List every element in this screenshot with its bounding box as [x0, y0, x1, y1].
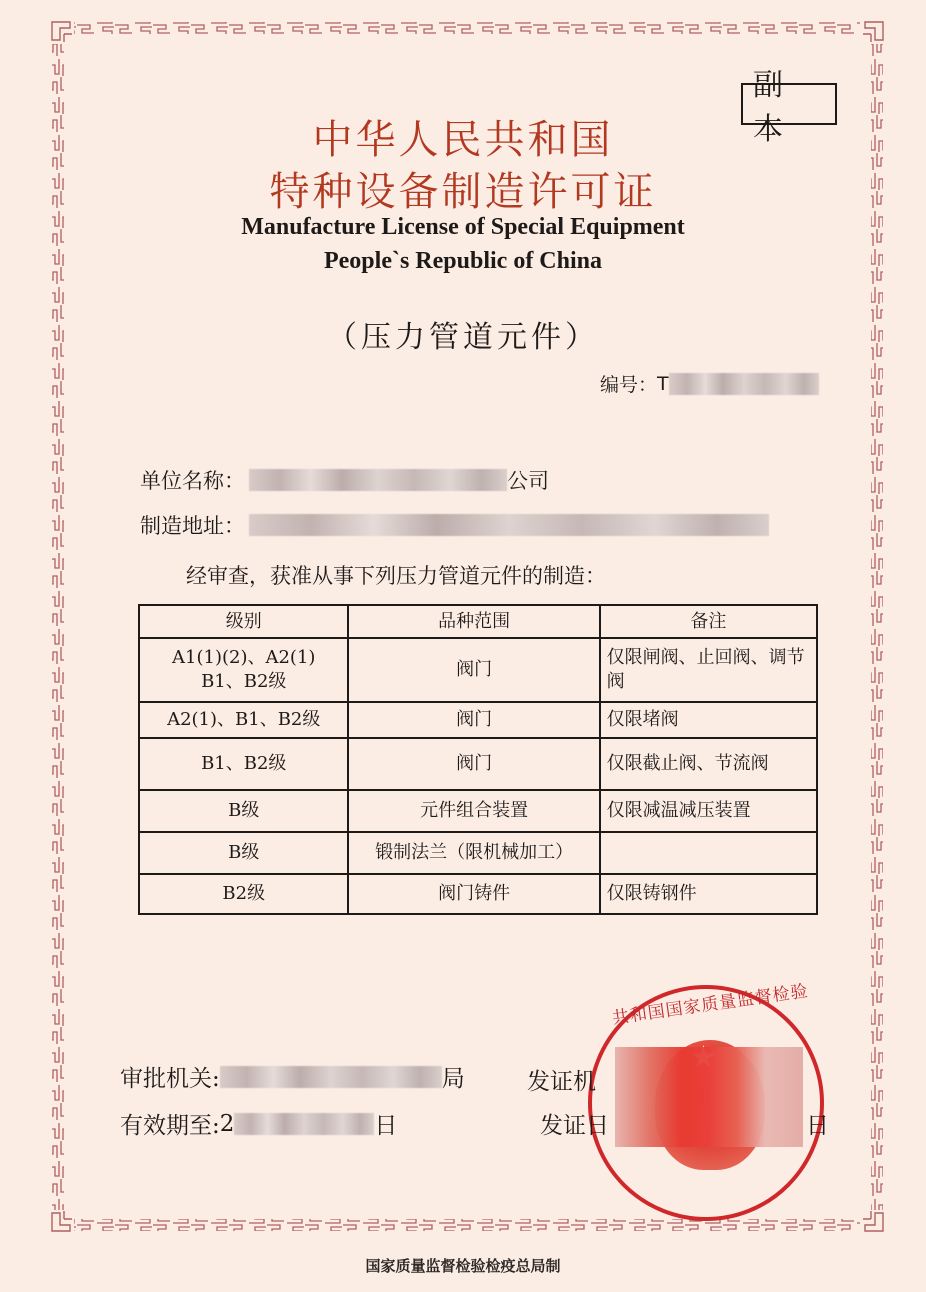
scope-cell: 阀门 [348, 738, 599, 790]
valid-until-field [120, 1107, 397, 1140]
level-cell: B2级 [139, 874, 348, 914]
level-cell: A2(1)、B1、B2级 [139, 702, 348, 738]
note-cell: 仅限铸钢件 [600, 874, 817, 914]
category-subtitle: （压力管道元件） [327, 320, 599, 355]
table-row [139, 638, 817, 702]
issuing-authority-field [527, 1063, 596, 1096]
scope-cell: 元件组合装置 [348, 790, 599, 832]
title-en-license: Manufacture License of Special Equipment [241, 214, 685, 240]
header-note: 备注 [600, 605, 817, 638]
issue-date-suffix-wrap [806, 1107, 829, 1140]
unit-name-suffix: 公司 [507, 469, 549, 493]
scope-cell: 阀门铸件 [348, 874, 599, 914]
table-row [139, 874, 817, 914]
address-label: 制造地址： [140, 514, 245, 538]
unit-name-field [140, 465, 549, 495]
serial-redacted [669, 373, 819, 395]
issuer-footer: 国家质量监督检验检疫总局制 [365, 1257, 561, 1275]
unit-name-redacted [249, 469, 507, 491]
issuing-authority-label: 发证机 [527, 1069, 596, 1095]
issue-date-label: 发证日 [540, 1113, 609, 1139]
serial-label: 编号： [600, 374, 658, 396]
title-cn-license: 特种设备制造许可证 [269, 169, 657, 215]
unit-name-label: 单位名称： [140, 469, 245, 493]
note-cell: 仅限闸阀、止回阀、调节阀 [600, 638, 817, 702]
serial-number [600, 370, 819, 397]
table-row [139, 738, 817, 790]
note-cell: 仅限截止阀、节流阀 [600, 738, 817, 790]
approval-statement: 经审查，获准从事下列压力管道元件的制造： [186, 564, 606, 588]
serial-prefix: T [657, 372, 669, 395]
address-field [140, 510, 769, 540]
seal-redacted [615, 1047, 803, 1147]
approval-authority-redacted [220, 1066, 442, 1088]
header-scope: 品种范围 [348, 605, 599, 638]
scope-cell: 锻制法兰（限机械加工） [348, 832, 599, 874]
table-header-row [139, 605, 817, 638]
table-row [139, 832, 817, 874]
level-line: A1(1)(2)、A2(1) [172, 647, 316, 668]
license-scope-table [138, 604, 818, 915]
header-level: 级别 [139, 605, 348, 638]
level-cell: B1、B2级 [139, 738, 348, 790]
valid-until-label: 有效期至: [120, 1113, 220, 1139]
seal-text: 共和国国家质量监督检验 [610, 981, 810, 1029]
level-cell: B级 [139, 832, 348, 874]
level-cell: B级 [139, 790, 348, 832]
approval-authority-field [120, 1060, 465, 1093]
copy-badge: 副 本 [741, 83, 837, 125]
address-redacted [249, 514, 769, 536]
approval-authority-suffix: 局 [441, 1066, 465, 1092]
approval-authority-label: 审批机关: [120, 1066, 220, 1092]
valid-until-prefix: 2 [219, 1110, 235, 1137]
title-cn-country: 中华人民共和国 [312, 117, 614, 163]
title-en-country: People`s Republic of China [323, 248, 602, 274]
level-cell [139, 638, 348, 702]
valid-until-redacted [234, 1113, 374, 1135]
table-row [139, 790, 817, 832]
scope-cell: 阀门 [348, 702, 599, 738]
scope-cell: 阀门 [348, 638, 599, 702]
note-cell [600, 832, 817, 874]
issue-date-suffix: 日 [806, 1113, 829, 1139]
issue-date-field [540, 1107, 609, 1140]
note-cell: 仅限堵阀 [600, 702, 817, 738]
table-row [139, 702, 817, 738]
level-line: B1、B2级 [201, 671, 287, 692]
valid-until-suffix: 日 [374, 1113, 398, 1139]
note-cell: 仅限减温减压装置 [600, 790, 817, 832]
